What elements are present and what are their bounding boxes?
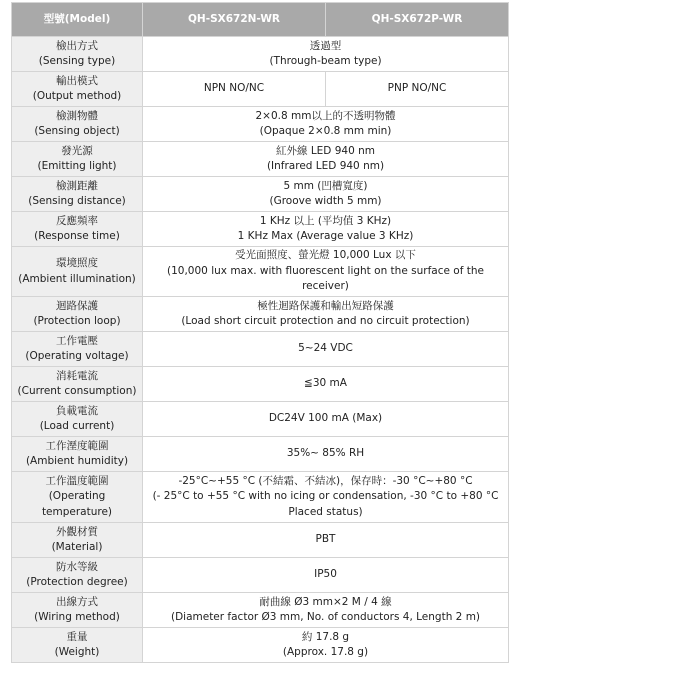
spec-label-line: (Emitting light) [37,160,117,172]
spec-label-line: (Protection loop) [33,315,121,327]
table-row [12,37,509,72]
spec-label-line: (Wiring method) [34,611,120,623]
spec-label-line: 反應頻率 [56,214,98,227]
spec-value-line: (Load short circuit protection and no circuit protection) [181,315,470,327]
spec-value [143,297,509,332]
spec-label [12,177,143,212]
spec-value [143,593,509,628]
spec-label-line: (Load current) [39,420,115,432]
spec-value-line: (Through-beam type) [269,55,382,67]
spec-label [12,37,143,72]
spec-label-line: (Weight) [54,646,100,658]
table-row [12,437,509,472]
spec-value-line: 5~24 VDC [298,342,353,355]
spec-label [12,472,143,523]
spec-value-line: 1 KHz 以上 (平均值 3 KHz) [259,214,392,227]
spec-value [143,472,509,523]
spec-value-line: ≦30 mA [304,377,347,390]
spec-label-line: (Ambient illumination) [18,272,136,285]
spec-label-line: 環境照度 [56,257,98,269]
spec-label-line: (Response time) [34,230,120,242]
spec-value-line: 極性迴路保護和輸出短路保護 [257,299,394,312]
spec-value-line: 2×0.8 mm以上的不透明物體 [255,109,396,122]
table-row [12,72,509,107]
spec-label [12,107,143,142]
spec-value-line: 1 KHz Max (Average value 3 KHz) [237,230,414,242]
spec-label [12,297,143,332]
spec-value [143,37,509,72]
spec-value-line: (Infrared LED 940 nm) [266,160,385,172]
spec-label-line: (Current consumption) [17,385,137,397]
spec-value-line: DC24V 100 mA (Max) [268,412,383,425]
model-header: 型號(Model) [12,3,143,37]
spec-label-line: 輸出模式 [56,74,98,87]
spec-label-line: 工作電壓 [56,334,98,347]
spec-value-line: (Opaque 2×0.8 mm min) [259,125,392,137]
spec-label-line: 出線方式 [56,595,98,608]
table-row [12,332,509,367]
table-row [12,472,509,523]
spec-value [143,523,509,558]
spec-value [143,628,509,663]
table-row [12,367,509,402]
spec-value [143,558,509,593]
spec-value-line: (- 25°C to +55 °C with no icing or condensation, -30 °C to +80 °C [152,490,499,503]
table-row [12,297,509,332]
spec-label-line: (Operating [48,490,106,503]
spec-value-line: 耐曲線 Ø3 mm×2 M / 4 線 [259,595,392,608]
spec-label-line: (Ambient humidity) [25,455,129,467]
spec-value [143,177,509,212]
table-row [12,212,509,247]
spec-value-line: (Diameter factor Ø3 mm, No. of conductors 4, Length 2 m) [170,611,481,623]
spec-value-line: (Approx. 17.8 g) [282,646,369,658]
spec-label-line: (Sensing type) [38,55,116,67]
spec-label [12,523,143,558]
spec-value [143,247,509,297]
spec-value-line: 約 17.8 g [301,630,350,643]
spec-label [12,558,143,593]
table-row [12,593,509,628]
spec-label-line: 外觀材質 [56,525,98,538]
spec-table [11,2,509,663]
table-row [12,402,509,437]
spec-value-line: Placed status) [288,505,363,518]
spec-label-line: 檢測物體 [56,109,98,122]
spec-value [143,437,509,472]
spec-label-line: (Material) [51,541,103,553]
table-row [12,628,509,663]
spec-value [143,332,509,367]
model-npn-header: QH-SX672N-WR [143,3,326,37]
spec-label [12,72,143,107]
spec-label-line: (Output method) [32,90,122,102]
spec-value-line: -25°C~+55 °C (不結霜、不結冰)，保存時：-30 °C~+80 °C [178,474,473,487]
table-row [12,142,509,177]
spec-label [12,212,143,247]
table-row [12,177,509,212]
spec-label-line: 工作溫度範圍 [45,474,109,487]
spec-label-line: 發光源 [61,144,93,157]
spec-value-line: 35%~ 85% RH [286,447,365,460]
spec-label [12,628,143,663]
table-row [12,247,509,297]
spec-label-line: temperature) [41,505,113,518]
spec-label-line: (Sensing object) [34,125,120,137]
spec-value-line: PBT [315,533,336,546]
spec-value-line: 紅外線 LED 940 nm [275,144,375,157]
spec-label-line: 檢出方式 [56,39,98,52]
table-header-row [12,3,509,37]
spec-label-line: 消耗電流 [56,369,98,382]
spec-value [143,142,509,177]
spec-value-line: 5 mm (凹槽寬度) [283,179,368,192]
spec-label-line: 負載電流 [56,404,98,417]
table-row [12,523,509,558]
spec-label [12,367,143,402]
table-row [12,558,509,593]
spec-value-line: IP50 [314,568,337,581]
spec-label-line: (Operating voltage) [25,350,129,362]
spec-label-line: 檢測距離 [56,179,98,192]
model-pnp-header: QH-SX672P-WR [326,3,509,37]
spec-label-line: 迴路保護 [56,299,98,312]
spec-label-line: 重量 [66,630,88,643]
spec-value [143,367,509,402]
spec-value-pnp: PNP NO/NC [326,72,509,107]
spec-label-line: 工作溼度範圍 [45,439,109,452]
spec-label [12,247,143,297]
spec-value-line: 透過型 [309,39,342,52]
spec-label-line: (Sensing distance) [28,195,126,207]
spec-value-line: (Groove width 5 mm) [269,195,382,207]
table-row [12,107,509,142]
spec-value [143,212,509,247]
spec-body [12,37,509,663]
spec-label-line: 防水等級 [56,560,98,573]
spec-value-line: receiver) [302,280,349,293]
spec-label [12,332,143,367]
spec-label-line: (Protection degree) [26,576,128,588]
spec-label [12,142,143,177]
spec-label [12,593,143,628]
spec-value [143,107,509,142]
spec-label [12,402,143,437]
spec-value-line: 受光面照度、螢光燈 10,000 Lux 以下 [235,249,416,262]
spec-value-npn: NPN NO/NC [143,72,326,107]
spec-label [12,437,143,472]
spec-value-line: (10,000 lux max. with fluorescent light on the surface of the [167,264,484,277]
spec-value [143,402,509,437]
